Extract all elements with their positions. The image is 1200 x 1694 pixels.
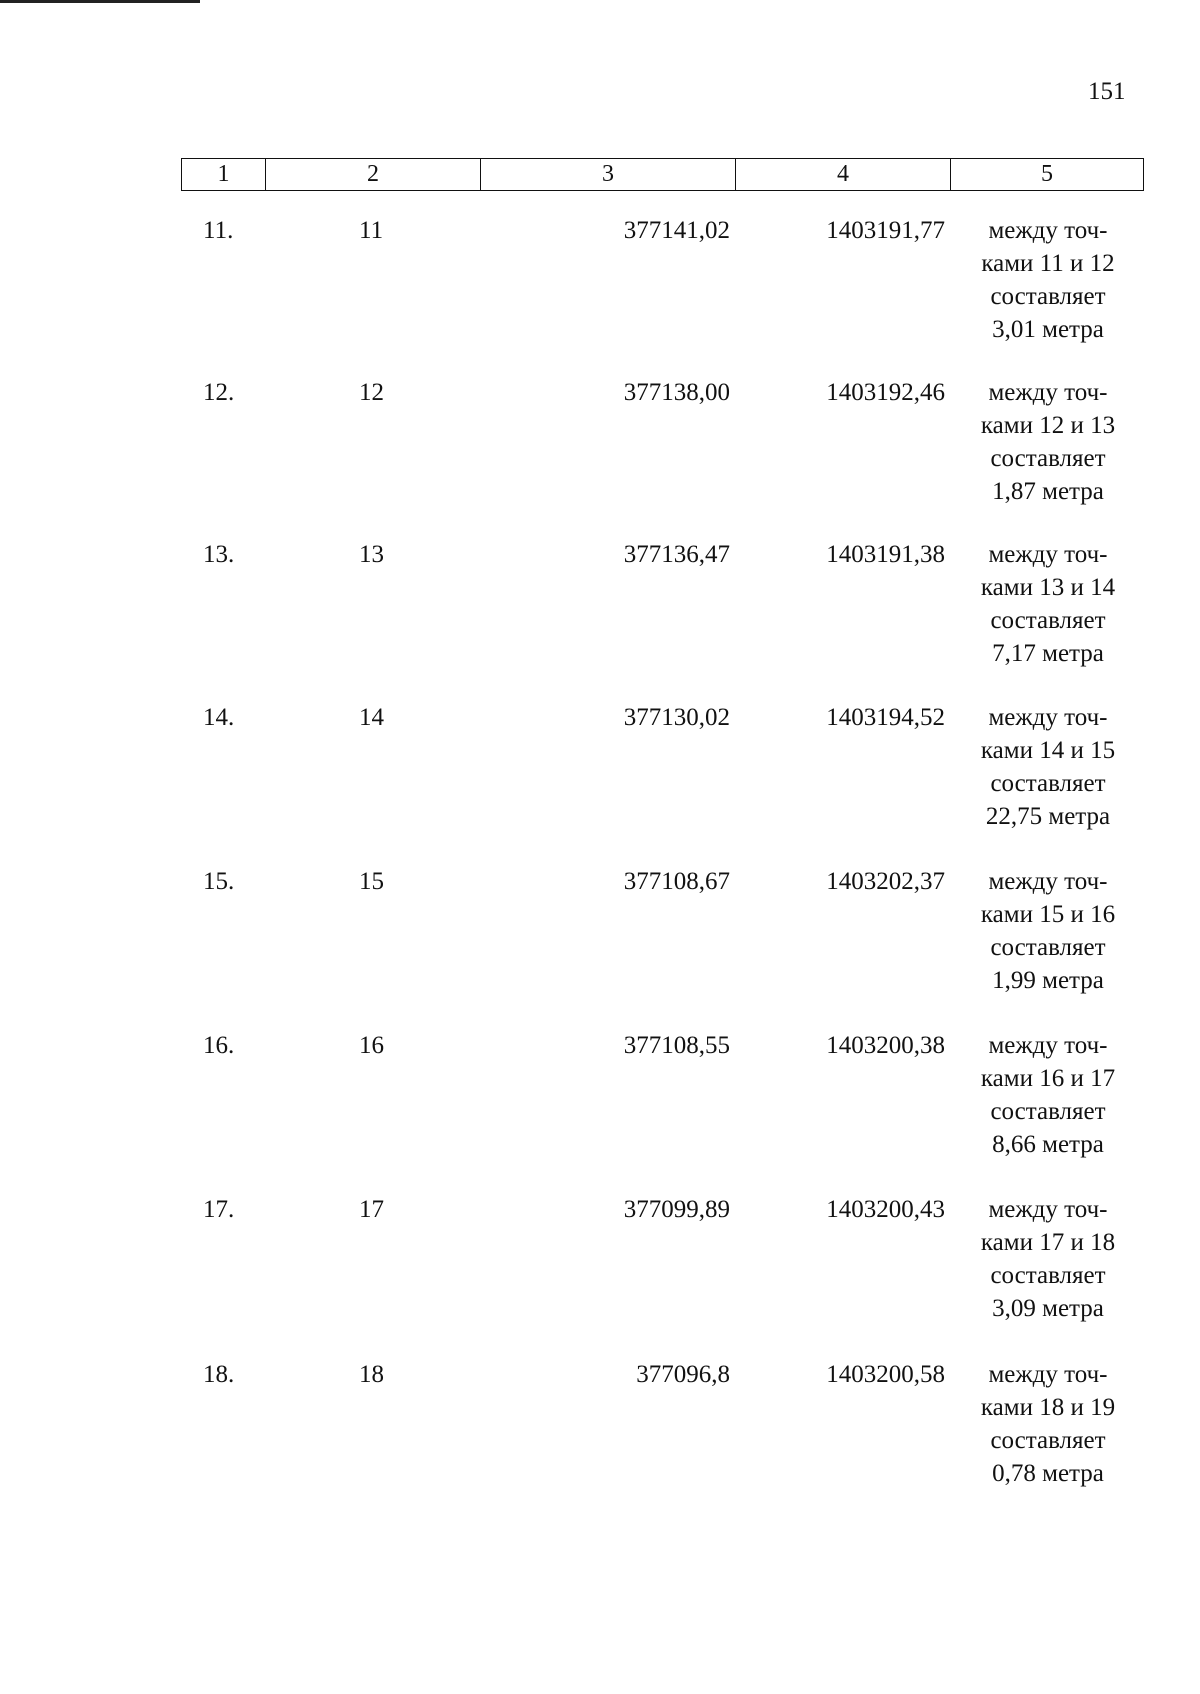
coordinate-y: 1403202,37 (826, 868, 945, 895)
coordinate-y: 1403191,77 (826, 217, 945, 244)
row-number: 15. (203, 868, 235, 895)
table-row (0, 1193, 1200, 1343)
coordinate-x: 377108,67 (623, 868, 730, 895)
distance-text: между точ- ками 13 и 14 составляет 7,17 метра (980, 541, 1116, 667)
row-number: 11. (203, 217, 234, 244)
header-col-2: 2 (265, 159, 480, 190)
point-id: 12 (359, 379, 384, 406)
row-number: 14. (203, 704, 235, 731)
distance-text: между точ- ками 11 и 12 составляет 3,01 метра (981, 217, 1115, 343)
row-number: 12. (203, 379, 235, 406)
distance-text: между точ- ками 16 и 17 составляет 8,66 метра (980, 1032, 1116, 1158)
header-col-4: 4 (735, 159, 950, 190)
coordinate-x: 377096,8 (636, 1361, 730, 1388)
point-id: 14 (359, 704, 384, 731)
point-id: 18 (359, 1361, 384, 1388)
point-id: 11 (359, 217, 384, 244)
coordinate-x: 377141,02 (623, 217, 730, 244)
distance-text: между точ- ками 14 и 15 составляет 22,75 метра (980, 704, 1116, 830)
row-number: 18. (203, 1361, 235, 1388)
coordinate-x: 377136,47 (623, 541, 730, 568)
row-number: 16. (203, 1032, 235, 1059)
table-row (0, 214, 1200, 364)
coordinate-x: 377138,00 (623, 379, 730, 406)
coordinate-y: 1403200,38 (826, 1032, 945, 1059)
header-col-3: 3 (480, 159, 735, 190)
table-row (0, 1029, 1200, 1179)
coordinate-x: 377099,89 (623, 1196, 730, 1223)
point-id: 15 (359, 868, 384, 895)
coordinate-x: 377108,55 (623, 1032, 730, 1059)
header-col-1: 1 (217, 161, 230, 187)
table-row (0, 538, 1200, 688)
distance-text: между точ- ками 15 и 16 составляет 1,99 метра (980, 868, 1116, 994)
point-id: 16 (359, 1032, 384, 1059)
coordinate-x: 377130,02 (623, 704, 730, 731)
point-id: 17 (359, 1196, 384, 1223)
coordinate-y: 1403200,43 (826, 1196, 945, 1223)
page-number: 151 (1088, 78, 1126, 105)
point-id: 13 (359, 541, 384, 568)
coordinate-y: 1403192,46 (826, 379, 945, 406)
distance-text: между точ- ками 12 и 13 составляет 1,87 метра (980, 379, 1116, 505)
scan-edge-line (0, 0, 200, 3)
coordinate-y: 1403191,38 (826, 541, 945, 568)
table-row (0, 865, 1200, 1015)
table-header-row (181, 158, 1144, 191)
table-row (0, 1358, 1200, 1508)
table-row (0, 376, 1200, 526)
row-number: 17. (203, 1196, 235, 1223)
header-col-5: 5 (950, 159, 1143, 190)
coordinate-y: 1403194,52 (826, 704, 945, 731)
table-row (0, 701, 1200, 851)
distance-text: между точ- ками 18 и 19 составляет 0,78 метра (980, 1361, 1116, 1487)
coordinate-y: 1403200,58 (826, 1361, 945, 1388)
row-number: 13. (203, 541, 235, 568)
distance-text: между точ- ками 17 и 18 составляет 3,09 метра (980, 1196, 1116, 1322)
